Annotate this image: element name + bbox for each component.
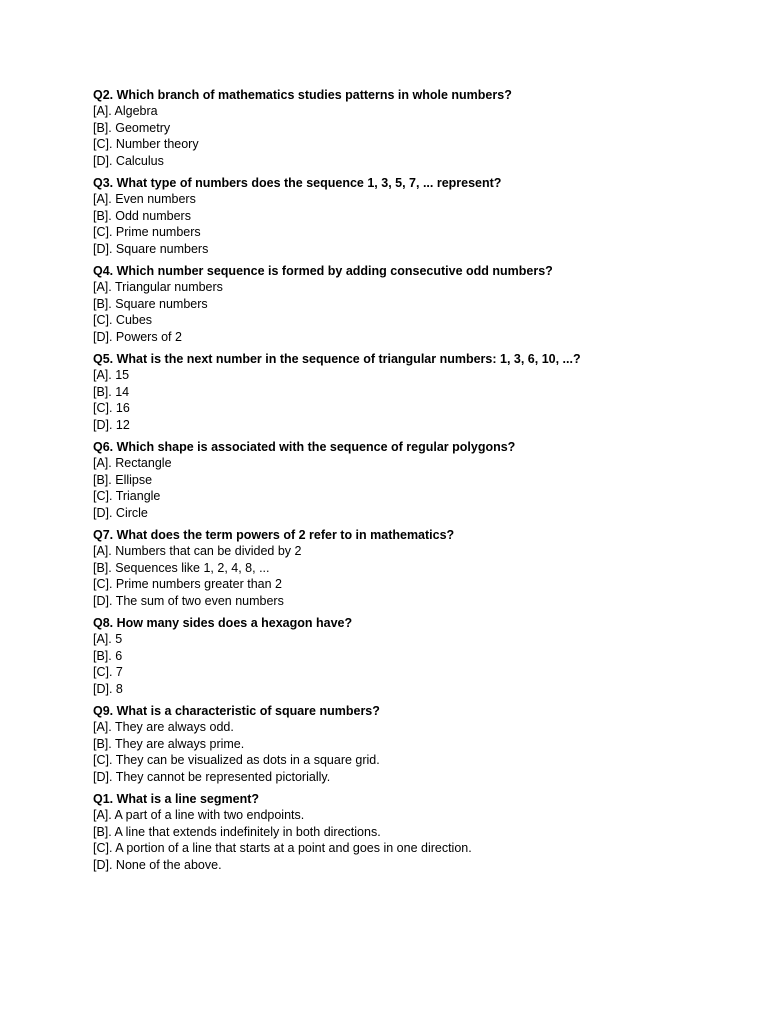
question-title: Q1. What is a line segment?: [93, 792, 260, 806]
option-b: [B]. Sequences like 1, 2, 4, 8, ...: [93, 560, 270, 575]
option-b: [B]. They are always prime.: [93, 736, 245, 751]
option-d: [D]. Square numbers: [93, 241, 209, 256]
option-a: [A]. They are always odd.: [93, 720, 234, 734]
option-d: [D]. They cannot be represented pictorially.: [93, 769, 331, 784]
option-d: [D]. The sum of two even numbers: [93, 593, 284, 608]
option-a: [A]. Triangular numbers: [93, 280, 223, 294]
question-title: Q8. How many sides does a hexagon have?: [93, 616, 353, 630]
question-q4: [93, 263, 733, 345]
option-c: [C]. 7: [93, 665, 123, 679]
question-title: Q6. Which shape is associated with the sequence of regular polygons?: [93, 440, 516, 454]
option-c: [C]. They can be visualized as dots in a square grid.: [93, 753, 380, 767]
option-d: [D]. None of the above.: [93, 857, 222, 872]
question-q9: [93, 703, 733, 785]
option-a: [A]. Rectangle: [93, 456, 172, 470]
question-title: Q2. Which branch of mathematics studies patterns in whole numbers?: [93, 88, 512, 102]
option-a: [A]. 15: [93, 368, 130, 382]
question-q6: [93, 439, 733, 521]
question-title: Q3. What type of numbers does the sequence 1, 3, 5, 7, ... represent?: [93, 176, 502, 190]
question-title: Q5. What is the next number in the sequence of triangular numbers: 1, 3, 6, 10, ...?: [93, 352, 581, 366]
question-q2: [93, 87, 733, 169]
question-q3: [93, 175, 733, 257]
option-a: [A]. Algebra: [93, 104, 158, 118]
option-c: [C]. 16: [93, 401, 130, 415]
option-b: [B]. Geometry: [93, 120, 171, 135]
option-b: [B]. Square numbers: [93, 296, 208, 311]
question-q5: [93, 351, 733, 433]
option-a: [A]. Numbers that can be divided by 2: [93, 544, 302, 558]
option-c: [C]. Triangle: [93, 489, 161, 503]
quiz-document: [93, 87, 733, 879]
question-title: Q4. Which number sequence is formed by adding consecutive odd numbers?: [93, 264, 553, 278]
question-q8: [93, 615, 733, 697]
option-b: [B]. Ellipse: [93, 472, 153, 487]
option-c: [C]. Cubes: [93, 313, 153, 327]
option-c: [C]. Prime numbers greater than 2: [93, 577, 282, 591]
option-b: [B]. Odd numbers: [93, 208, 191, 223]
option-c: [C]. A portion of a line that starts at a point and goes in one direction.: [93, 841, 472, 855]
option-a: [A]. 5: [93, 632, 123, 646]
option-b: [B]. 14: [93, 384, 130, 399]
option-d: [D]. 12: [93, 417, 130, 432]
option-b: [B]. A line that extends indefinitely in both directions.: [93, 824, 381, 839]
option-a: [A]. Even numbers: [93, 192, 196, 206]
option-d: [D]. Circle: [93, 505, 148, 520]
option-c: [C]. Number theory: [93, 137, 199, 151]
question-title: Q7. What does the term powers of 2 refer to in mathematics?: [93, 528, 455, 542]
option-d: [D]. Calculus: [93, 153, 164, 168]
option-a: [A]. A part of a line with two endpoints.: [93, 808, 305, 822]
question-title: Q9. What is a characteristic of square numbers?: [93, 704, 380, 718]
option-d: [D]. Powers of 2: [93, 329, 182, 344]
question-q1: [93, 791, 733, 873]
option-c: [C]. Prime numbers: [93, 225, 201, 239]
option-d: [D]. 8: [93, 681, 123, 696]
question-q7: [93, 527, 733, 609]
option-b: [B]. 6: [93, 648, 123, 663]
